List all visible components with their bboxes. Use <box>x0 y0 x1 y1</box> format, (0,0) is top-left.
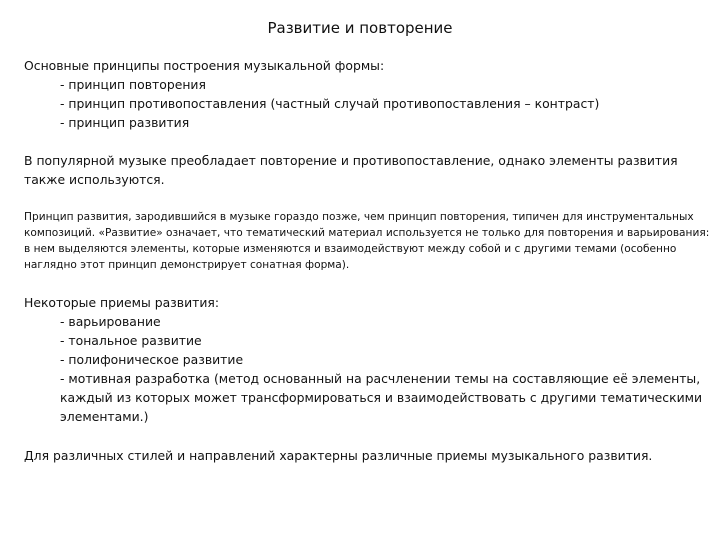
principles-section <box>24 56 714 132</box>
principle-item-development: - принцип развития <box>60 115 190 130</box>
principle-item-repetition: - принцип повторения <box>60 77 206 92</box>
popular-music-paragraph: В популярной музыке преобладает повторение и противопоставление, однако элементы развития также используются. <box>24 153 678 187</box>
slide-title: Развитие и повторение <box>267 19 453 37</box>
technique-item-polyphonic: - полифоническое развитие <box>60 352 244 367</box>
technique-item-variation: - варьирование <box>60 314 161 329</box>
conclusion-paragraph: Для различных стилей и направлений характерны различные приемы музыкального развития. <box>24 448 653 463</box>
technique-item-tonal: - тональное развитие <box>60 333 202 348</box>
principle-item-contrast: - принцип противопоставления (частный случай противопоставления – контраст) <box>60 96 600 111</box>
techniques-section <box>24 293 714 426</box>
development-principle-paragraph: Принцип развития, зародившийся в музыке гораздо позже, чем принцип повторения, типичен для инструментальных композиций. «Развитие» означает, что тематический материал используется не только для повторения и варьирования: в нем выделяются элементы, которые изменяются и взаимодействуют между собой и с другими темами (особенно наглядно этот принцип демонстрирует сонатная форма). <box>24 211 710 271</box>
technique-item-motivic: - мотивная разработка (метод основанный на расчленении темы на составляющие её элементы, каждый из которых может трансформироваться и взаимодействовать с другими тематическими элементами.) <box>60 371 703 424</box>
techniques-heading: Некоторые приемы развития: <box>24 295 220 310</box>
principles-heading: Основные принципы построения музыкальной формы: <box>24 58 385 73</box>
